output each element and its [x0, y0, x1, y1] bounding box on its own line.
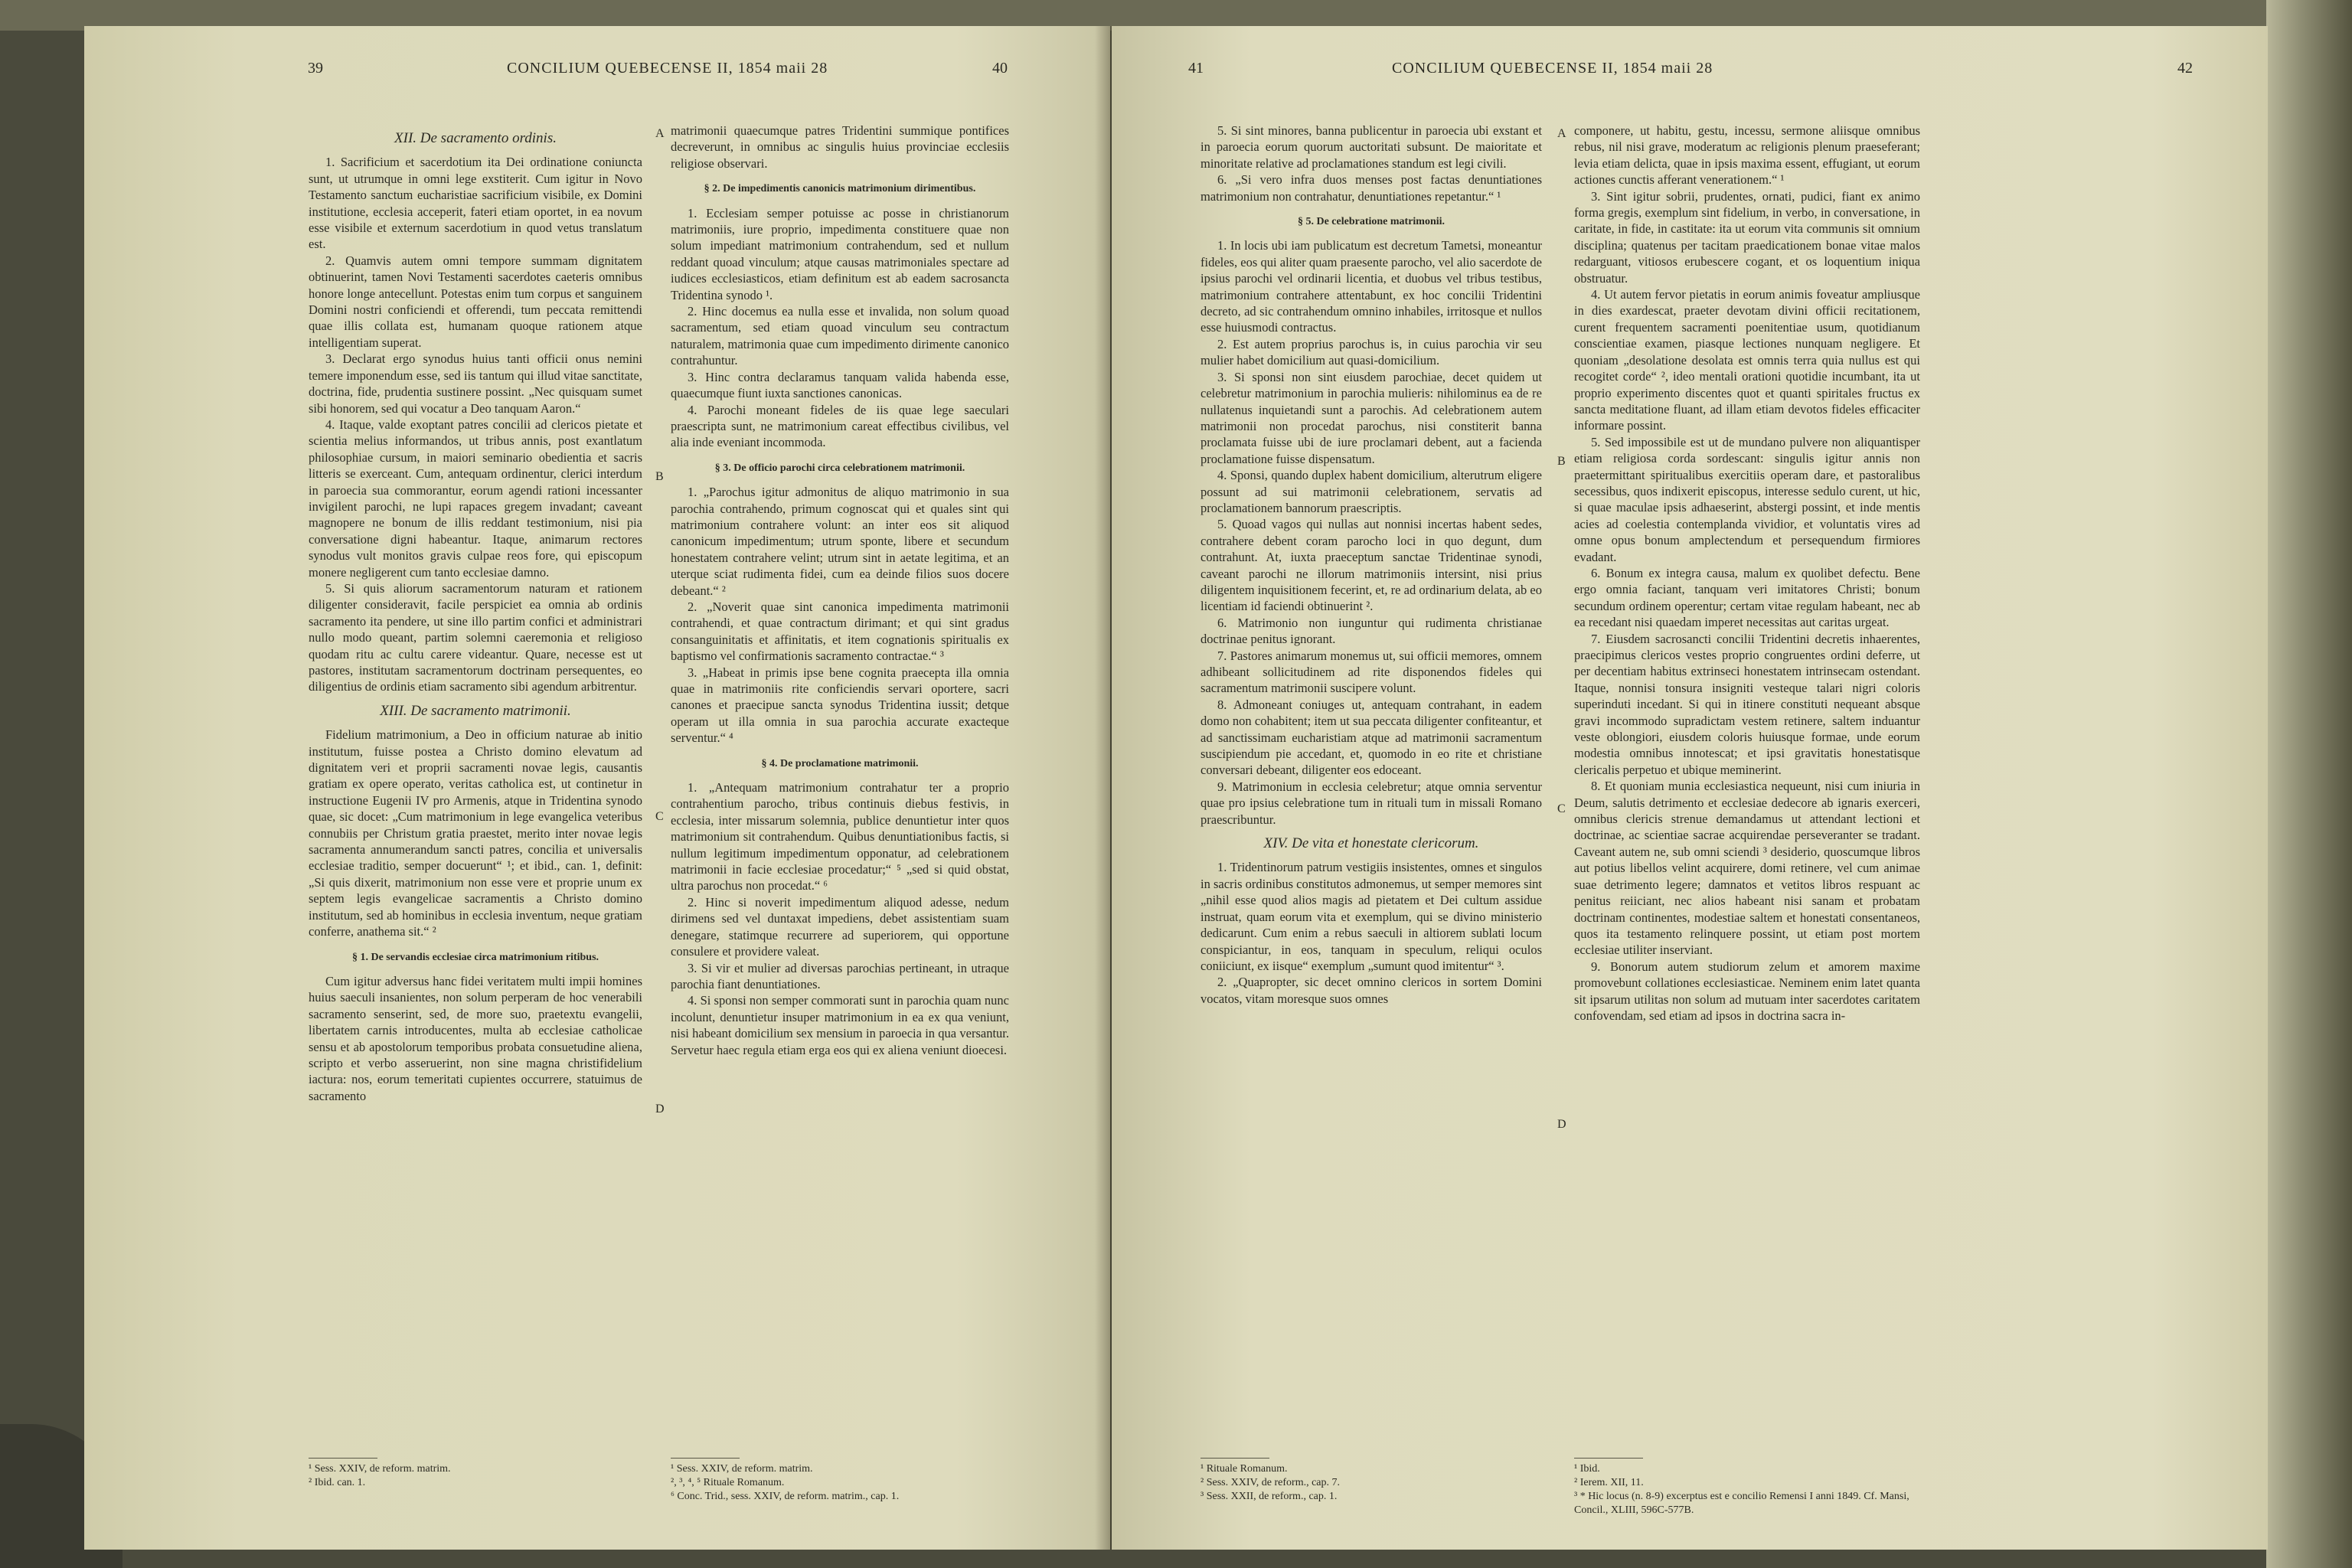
- paragraph: 7. Eiusdem sacrosancti concilii Tridentini decretis inhaerentes, praecipimus clericos vestes proprio congruentes ordini deferre, ut per decentiam habitus extrinseci honestatem intrinsecam ostendant. Itaque, nonnisi tonsura insigniti vesteque talari nigri coloris superinduti incedant. Si qui in itinere constituti nequeant absque gravi incommodo supradictam vestem retinere, saltem induantur veste oblongiori, eiusdem coloris huiusque formae, unde eorum modestia omnibus innotescat; et ipsi gravitatis honestatisque clericalis perpetuo et ubique meminerint.: [1574, 631, 1920, 777]
- section-heading-xiii: XIII. De sacramento matrimonii.: [380, 702, 571, 719]
- paragraph: 2. „Quapropter, sic decet omnino clericos in sortem Domini vocatos, vitam moresque suos omnes: [1200, 975, 1542, 1006]
- footnote: ² Ibid. can. 1.: [309, 1477, 366, 1488]
- subsection-heading-2: § 2. De impedimentis canonicis matrimonium dirimentibus.: [704, 183, 976, 195]
- page-number-42: 42: [2177, 60, 2193, 77]
- paragraph: 2. Quamvis autem omni tempore summam dignitatem obtinuerint, tamen Novi Testamenti sacerdotes caeteris omnibus honore longe antecellunt. Potestas enim tum corpus et sanguinem Domini nostri conficiendi et offerendi, tum peccata remittendi quae illis collata est, humanam quoque rationem atque intelligentiam superat.: [309, 253, 642, 350]
- margin-marker-a: A: [1557, 127, 1566, 140]
- paragraph: 4. Si sponsi non semper commorati sunt in parochia quam nunc incolunt, denuntietur insuper matrimonium in ea ex qua veniunt, nisi habeant domicilium sex mensium in paroecia in qua versantur. Servetur haec regula etiam erga eos qui ex aliena veniunt dioecesi.: [671, 993, 1009, 1057]
- paragraph: 3. Sint igitur sobrii, prudentes, ornati, pudici, fiant ex animo forma gregis, exemplum sint fidelium, in verbo, in conversatione, in caritate, in fide, in castitate: ita ut eorum vita communis sit omnium disciplina; quatenus per tacitam praedicationem bonae vitae malos redarguant, vitiosos erubescere cogant, et os loquentium iniqua obstruatur.: [1574, 188, 1920, 286]
- left-page: [84, 26, 1110, 1550]
- footnote: ², ³, ⁴, ⁵ Rituale Romanum.: [671, 1477, 785, 1488]
- footnote: ³ Sess. XXII, de reform., cap. 1.: [1200, 1491, 1338, 1502]
- section-heading-xiv: XIV. De vita et honestate clericorum.: [1263, 835, 1479, 852]
- paragraph: Cum igitur adversus hanc fidei veritatem multi impii homines huius saeculi insanientes, non solum perperam de hoc venerabili sacramento senserint, sed, de more suo, praetextu evangelii, libertatem carnis introducentes, multa ab ecclesiae catholicae sensu et ab apostolorum temporibus probata consuetudine aliena, scripto et verbo asseruerint, non sine magna christifidelium iactura: nos, eorum temeritati cupientes occurrere, statuimus de sacramento: [309, 973, 642, 1103]
- footnotes-col1: [309, 1462, 642, 1490]
- subsection-heading-5: § 5. De celebratione matrimonii.: [1297, 216, 1446, 228]
- margin-marker-d: D: [655, 1102, 665, 1116]
- paragraph: 9. Matrimonium in ecclesia celebretur; atque omnia serventur quae pro ipsius celebratione tum in rituali tum in missali Romano praescribuntur.: [1200, 779, 1542, 827]
- footnote: ³ * Hic locus (n. 8-9) excerptus est e concilio Remensi I anni 1849. Cf. Mansi, Concil., XLIII, 596C-577B.: [1574, 1491, 1909, 1516]
- paragraph: 2. „Noverit quae sint canonica impedimenta matrimonii contrahendi, et quae contractum dirimant; et qui sint gradus consanguinitatis et affinitatis, et item cognationis spiritualis ex baptismo vel confirmationis sacramento contractae.“ ³: [671, 599, 1009, 664]
- footnote: ¹ Sess. XXIV, de reform. matrim.: [671, 1463, 813, 1475]
- margin-marker-c: C: [655, 810, 664, 823]
- footnotes-col1: [1200, 1462, 1542, 1504]
- page-number-39: 39: [308, 60, 323, 77]
- paragraph: 6. „Si vero infra duos menses post factas denuntiationes matrimonium non contrahatur, denuntiationes repetantur.“ ¹: [1200, 172, 1542, 204]
- page-number-41: 41: [1188, 60, 1204, 77]
- paragraph: 3. Si vir et mulier ad diversas parochias pertineant, in utraque parochia fiant denuntiationes.: [671, 960, 1009, 991]
- paragraph: 6. Matrimonio non iunguntur qui rudimenta christianae doctrinae penitus ignorant.: [1200, 615, 1542, 647]
- paragraph: 4. Itaque, valde exoptant patres concilii ad clericos pietate et scientia melius informandos, ut tribus annis, post exantlatum philosophiae cursum, in maiori seminario obedientia et sacris litteris se exerceant. Cum, antequam ordinentur, clerici interdum in paroecia sua commorantur, eorum agendi rationi incessanter invigilent parochi, ne lupi rapaces gregem invadant; caveant magnopere ne bonum de illis reddant testimonium, nisi pia conversatione digni habeantur. Itaque, animarum rectores synodus vult monitos gravis culpae reos fore, qui episcopum monere negligerent cum tanto ecclesiae damno.: [309, 416, 642, 580]
- margin-marker-d: D: [1557, 1118, 1566, 1131]
- paragraph: 1. Sacrificium et sacerdotium ita Dei ordinatione coniuncta sunt, ut utrumque in omni lege exstiterit. Cum igitur in Novo Testamento sanctum eucharistiae sacrificium visibile, ex Domini institutione, ecclesia acceperit, fateri etiam oportet, in ea novum esse visibile et externum sacerdotium in quod vetus translatum est.: [309, 155, 642, 252]
- paragraph: componere, ut habitu, gestu, incessu, sermone aliisque omnibus rebus, nil nisi grave, moderatum ac religionis plenum praeseferant; levia etiam delicta, quae in ipsis maxima essent, effugiant, ut eorum actiones cunctis afferant venerationem.“ ¹: [1574, 123, 1920, 188]
- paragraph: 5. Si sint minores, banna publicentur in paroecia ubi exstant et in paroecia eorum quorum auctoritati subsunt. De maioritate et minoritate relative ad proclamationes standum est legi civili.: [1200, 123, 1542, 171]
- footnote: ⁶ Conc. Trid., sess. XXIV, de reform. matrim., cap. 1.: [671, 1491, 900, 1502]
- paragraph: 4. Parochi moneant fideles de iis quae lege saeculari praescripta sunt, ne matrimonium careat effectibus civilibus, vel alia inde eveniant incommoda.: [671, 402, 1009, 450]
- paragraph: 1. „Parochus igitur admonitus de aliquo matrimonio in sua parochia contrahendo, primum cognoscat qui et quales sint qui matrimonium contrahere volunt: an inter eos sit aliquod canonicum impedimentum; utrum sponte, libere et secundum honestatem contrahere velint; utrum sint in aetate legitima, et an uterque sciat rudimenta fidei, cum ea deinde filios suos docere debeant.“ ²: [671, 485, 1009, 598]
- footnotes-col2: [671, 1462, 1009, 1504]
- section-heading-xii: XII. De sacramento ordinis.: [394, 130, 557, 146]
- footnote: ² Ierem. XII, 11.: [1574, 1477, 1644, 1488]
- paragraph: 4. Sponsi, quando duplex habent domicilium, alterutrum eligere possunt ad sui matrimonii celebrationem, servatis ad proclamationem bannorum praescriptis.: [1200, 468, 1542, 515]
- paragraph: 3. Declarat ergo synodus huius tanti officii onus nemini temere imponendum esse, sed iis tantum qui illud vitae sanctitate, doctrina, fide, prudentia sustinere possint. „Nec quisquam sumet sibi honorem, sed qui vocatur a Deo tanquam Aaron.“: [309, 351, 642, 416]
- paragraph: 9. Bonorum autem studiorum zelum et amorem maxime promovebunt collationes ecclesiasticae. Neminem enim latet quanta sit ipsarum utilitas non solum ad mutuam inter sacerdotes caritatem confovendam, sed etiam ad ipsos in doctrina sacra in-: [1574, 959, 1920, 1023]
- paragraph: 1. „Antequam matrimonium contrahatur ter a proprio contrahentium parocho, tribus continuis diebus festivis, in ecclesia, inter missarum solemnia, publice denuntietur inter quos matrimonium sit contrahendum. Quibus denuntiationibus factis, si nullum legitimum impedimentum opponatur, ad celebrationem matrimonii in facie ecclesiae procedatur;“ ⁵ „sed si quid obstat, ultra parochus non procedat.“ ⁶: [671, 780, 1009, 893]
- left-page-column-2: [671, 122, 1009, 1058]
- paragraph: 2. Est autem proprius parochus is, in cuius parochia vir seu mulier habet domicilium aut quasi-domicilium.: [1200, 336, 1542, 368]
- footnote-rule: [1200, 1458, 1269, 1459]
- paragraph: 1. In locis ubi iam publicatum est decretum Tametsi, moneantur fideles, eos qui aliter quam praesente parocho, vel alio sacerdote de ipsius parochi vel ordinarii licentia, et duobus vel tribus testibus, matrimonium contrahere attentabunt, ex hoc concilii Tridentini decreto, ad sic contrahendum omnino inhabiles, irritosque et nullos esse huiusmodi contractus.: [1200, 238, 1542, 335]
- running-head: CONCILIUM QUEBECENSE II, 1854 maii 28: [1392, 60, 1713, 77]
- paragraph: 8. Et quoniam munia ecclesiastica nequeunt, nisi cum iniuria in Deum, salutis detrimento et ecclesiae dedecore ab ignaris exerceri, omnibus clericis strenue demandamus ut attendant lectioni et doctrinae, ac scientiae sacrae acquirendae perseveranter se tradant. Caveant autem ne, sub omni sciendi ³ desiderio, quoscumque libros aut potius libellos velint acquirere, domi retinere, vel cum animae suae detrimento legere; damnatos et vetitos libros respuant ac penitus reiiciant, nec alios habeant nisi sanam et probatam doctrinam continentes, modestiae saltem et honestati consentaneos, quos ita testamento relinquere possint, ut etiam post mortem ecclesiae utiliter inserviant.: [1574, 779, 1920, 958]
- margin-marker-c: C: [1557, 802, 1566, 815]
- subsection-heading-3: § 3. De officio parochi circa celebrationem matrimonii.: [714, 462, 965, 474]
- paragraph: 1. Ecclesiam semper potuisse ac posse in christianorum matrimoniis, iure proprio, impedimenta constituere quae non solum impediant matrimonium contrahendum, sed et nullum reddant quoad vinculum; atque causas matrimoniales spectare ad iudices ecclesiasticos, etiam definitum est ab eadem sacrosancta Tridentina synodo ¹.: [671, 205, 1009, 302]
- right-page-column-2: [1574, 122, 1920, 1024]
- footnote-rule: [671, 1458, 740, 1459]
- subsection-heading-4: § 4. De proclamatione matrimonii.: [761, 757, 919, 769]
- footnote-rule: [1574, 1458, 1643, 1459]
- footnote: ¹ Sess. XXIV, de reform. matrim.: [309, 1463, 451, 1475]
- paragraph: 3. Si sponsi non sint eiusdem parochiae, decet quidem ut celebretur matrimonium in parochia mulieris: nihilominus ea de re nullatenus inquietandi sunt a parochis. Ad celebrationem autem matrimonii non procedat parochus, nisi constiterit banna proclamata fuisse ubi de iure proclamari debent, aut a facienda proclamatione fuisse dispensatum.: [1200, 369, 1542, 466]
- paragraph: 2. Hinc si noverit impedimentum aliquod adesse, nedum dirimens sed vel duntaxat impediens, debet assistentiam suam denegare, statimque recurrere ad superiorem, qui opportune consulere et providere valeat.: [671, 894, 1009, 959]
- paragraph: 4. Ut autem fervor pietatis in eorum animis foveatur ampliusque in dies exardescat, praeter devotam divini officii recitationem, curent frequentem sacramenti poenitentiae usum, quotidianum conscientiae examen, piasque lectiones nunquam negligere. Et quoniam „desolatione desolata est omnis terra quia nullus est qui recogitet corde“ ², ideo mentali orationi quotidie incumbant, ita ut proprio experimento discentes quot et quanti spiritales fructus ex sancta meditatione fluant, ad illam etiam devotos fideles efficaciter informare possint.: [1574, 287, 1920, 433]
- paragraph: 5. Sed impossibile est ut de mundano pulvere non aliquantisper etiam religiosa corda sordescant: singulis igitur annis non praetermittant spiritualibus exercitiis operam dare, et pastoralibus secessibus, quos indixerit episcopus, interesse sedulo curent, ut hic, si quae maculae ipsis adhaeserint, abstergi possint, et inde mentis acies ad coelestia contemplanda vividior, et voluntatis vires ad omne opus bonum amplectendum et persequendum firmiores evadant.: [1574, 434, 1920, 564]
- left-page-column-1: [309, 122, 642, 1104]
- running-head: CONCILIUM QUEBECENSE II, 1854 maii 28: [507, 60, 828, 77]
- footnote: ¹ Rituale Romanum.: [1200, 1463, 1288, 1475]
- paragraph: 5. Quoad vagos qui nullas aut nonnisi incertas habent sedes, contrahere debent coram parocho loci in quo degunt, dum contrahunt. At, iuxta praeceptum sanctae Tridentinae synodi, caveant parochi ne illorum matrimoniis intersint, nisi prius diligentem inquisitionem fecerint, et, re ad ordinarium delata, ab eo licentiam id faciendi obtinuerint ².: [1200, 517, 1542, 614]
- paragraph: 8. Admoneant coniuges ut, antequam contrahant, in eadem domo non cohabitent; item ut sua peccata diligenter confiteantur, et ad sanctissimam eucharistiam atque ad matrimonii sacramentum suscipiendum pie accedant, et, quomodo in eo rite et christiane conversari debeant, diligenter eos edoceant.: [1200, 697, 1542, 778]
- footnotes-col2: [1574, 1462, 1920, 1517]
- footnote: ¹ Ibid.: [1574, 1463, 1600, 1475]
- paragraph: 2. Hinc docemus ea nulla esse et invalida, non solum quoad sacramentum, sed etiam quoad vinculum seu contractum naturalem, matrimonia quae cum impedimento dirimente canonico contrahuntur.: [671, 304, 1009, 368]
- subsection-heading-1: § 1. De servandis ecclesiae circa matrimonium ritibus.: [351, 951, 599, 963]
- margin-marker-b: B: [655, 470, 664, 483]
- margin-marker-b: B: [1557, 455, 1566, 468]
- paragraph: 7. Pastores animarum monemus ut, sui officii memores, omnem adhibeant sollicitudinem ad rite disponendos fideles qui sacramentum matrimonii suscipere volunt.: [1200, 648, 1542, 696]
- paragraph: 1. Tridentinorum patrum vestigiis insistentes, omnes et singulos in sacris ordinibus constitutos admonemus, ut semper memores sint „nihil esse quod alios magis ad pietatem et Dei cultum assidue instruat, quam eorum vita et exemplum, qui se divino ministerio dedicarunt. Cum enim a rebus saeculi in altiorem sublati locum conspiciantur, in eos, tanquam in speculum, reliqui oculos coniiciunt, ex iisque“ exemplum „sumunt quod imitentur“ ³.: [1200, 860, 1542, 973]
- paragraph: matrimonii quaecumque patres Tridentini summique pontifices decreverunt, in omnibus ac singulis huius provinciae ecclesiis religiose observari.: [671, 123, 1009, 171]
- paragraph: 3. Hinc contra declaramus tanquam valida habenda esse, quaecumque fiunt iuxta sanctiones canonicas.: [671, 369, 1009, 401]
- right-page-column-1: [1200, 122, 1542, 1007]
- right-page: [1112, 26, 2268, 1550]
- footnote-rule: [309, 1458, 377, 1459]
- footnote: ² Sess. XXIV, de reform., cap. 7.: [1200, 1477, 1341, 1488]
- margin-marker-a: A: [655, 127, 665, 140]
- paragraph: 6. Bonum ex integra causa, malum ex quolibet defectu. Bene ergo omnia faciant, tanquam veri imitatores Christi; bonum secundum ordinem operentur; certam vitae regulam habeant, nec ab ea recedant nisi quaedam imperet necessitas aut caritas urgeat.: [1574, 565, 1920, 630]
- book-page-edges: [2266, 0, 2352, 1568]
- paragraph: Fidelium matrimonium, a Deo in officium naturae ab initio institutum, fuisse postea a Christo domino elevatum ad dignitatem veri et proprii sacramenti novae legis, causantis gratiam ex opere operato, veritas catholica est, ut continetur in instructione Eugenii IV pro Armenis, atque in Tridentina synodo quae, sic docet: „Cum matrimonium in lege evangelica veteribus connubiis per Christum gratia praestet, merito inter novae legis sacramenta annumerandum sancti patres, concilia et universalis ecclesiae traditio, semper docuerunt“ ¹; et ibid., can. 1, definit: „Si quis dixerit, matrimonium non esse vere et proprie unum ex septem legis evangelicae sacramentis a Christo domino institutum, sed ab hominibus in ecclesia inventum, neque gratiam conferre, anathema sit.“ ²: [309, 727, 642, 939]
- paragraph: 3. „Habeat in primis ipse bene cognita praecepta illa omnia quae in matrimoniis rite conficiendis servari oportere, sacri canones et praecipue sancta synodus Tridentina iussit; detque operam ut illa omnia in sua parochia accurate exacteque serventur.“ ⁴: [671, 665, 1009, 746]
- paragraph: 5. Si quis aliorum sacramentorum naturam et rationem diligenter consideravit, facile perspiciet ea omnia ab ordinis sacramento ita pendere, ut sine illo partim confici et administrari nullo modo queant, partim solemni caeremonia et religioso quodam ritu ac cultu carere videantur. Quare, necesse est ut pastores, institutam sacramentorum doctrinam persequentes, eo diligentius de ordinis etiam sacramento sibi agendum arbitrentur.: [309, 580, 642, 694]
- page-number-40: 40: [992, 60, 1008, 77]
